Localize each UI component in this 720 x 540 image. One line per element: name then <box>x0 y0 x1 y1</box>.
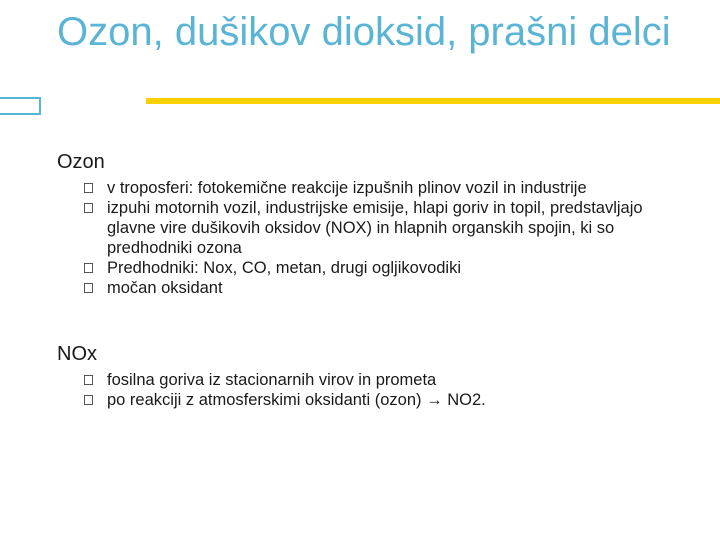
bullet-text: močan oksidant <box>107 279 223 297</box>
list-item <box>57 258 677 278</box>
slide-content <box>57 150 677 410</box>
bullet-list-ozon <box>57 178 677 298</box>
section-ozon <box>57 150 677 298</box>
list-item <box>57 370 677 390</box>
bullet-text: Predhodniki: Nox, CO, metan, drugi ogljikovodiki <box>107 259 462 277</box>
bullet-text: po reakciji z atmosferskimi oksidanti (ozon) → NO2. <box>107 391 486 409</box>
title-accent-box <box>0 97 41 115</box>
bullet-list-nox <box>57 370 677 410</box>
list-item <box>57 390 677 410</box>
square-bullet-icon <box>84 283 93 293</box>
square-bullet-icon <box>84 183 93 193</box>
bullet-text: fosilna goriva iz stacionarnih virov in prometa <box>107 371 437 389</box>
section-nox <box>57 342 677 410</box>
bullet-text: v troposferi: fotokemične reakcije izpušnih plinov vozil in industrije <box>107 179 587 197</box>
list-item <box>57 178 677 198</box>
square-bullet-icon <box>84 375 93 385</box>
list-item <box>57 278 677 298</box>
section-heading-ozon: Ozon <box>57 151 105 173</box>
square-bullet-icon <box>84 203 93 213</box>
square-bullet-icon <box>84 395 93 405</box>
bullet-text: izpuhi motornih vozil, industrijske emisije, hlapi goriv in topil, predstavljajo glavne vire dušikovih oksidov (NOX) in hlapnih organskih spojin, ki so predhodniki ozona <box>107 199 643 257</box>
list-item <box>57 198 677 258</box>
section-heading-nox: NOx <box>57 343 97 365</box>
slide-title: Ozon, dušikov dioksid, prašni delci <box>57 10 671 54</box>
title-underline-bar <box>146 98 720 104</box>
square-bullet-icon <box>84 263 93 273</box>
